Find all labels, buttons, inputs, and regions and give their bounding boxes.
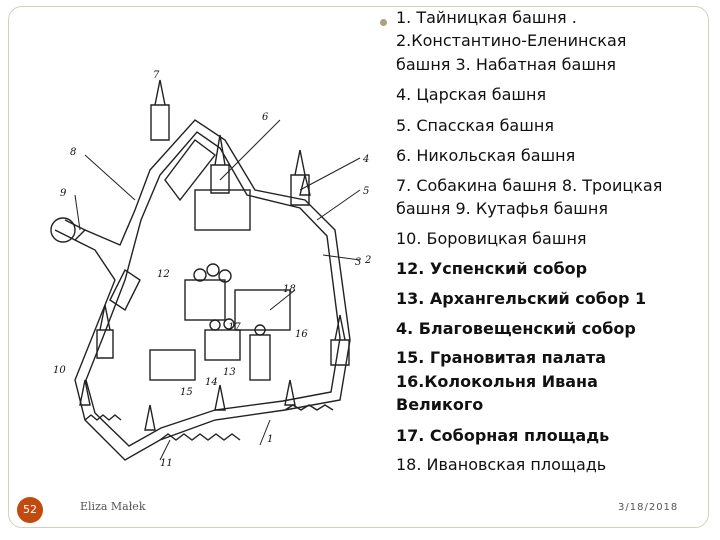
tower-tainitskaya xyxy=(215,385,225,410)
label-15: 15 xyxy=(180,387,193,398)
list-line-17: 18. Ивановская площадь xyxy=(396,455,607,474)
granovitaya-block xyxy=(150,350,195,380)
list-line-1: 1. Тайницкая башня . xyxy=(396,8,577,27)
tower-corner-sw xyxy=(80,380,90,405)
list-line-8: башня 9. Кутафья башня xyxy=(396,199,609,218)
list-line-11: 13. Архангельский собор 1 xyxy=(396,289,647,308)
kremlin-illustration xyxy=(53,70,385,475)
label-1: 1 xyxy=(267,434,274,445)
list-line-14: 16.Колокольня Ивана xyxy=(396,372,598,391)
list-line-6: 6. Никольская башня xyxy=(396,146,576,165)
kremlin-wall-inner xyxy=(86,132,340,446)
label-10: 10 xyxy=(53,365,66,376)
label-11: 11 xyxy=(160,458,173,469)
label-5: 5 xyxy=(363,186,370,197)
list-line-5: 5. Спасская башня xyxy=(396,116,554,135)
footer-author: Eliza Małek xyxy=(80,500,146,513)
list-line-15: Великого xyxy=(396,395,484,414)
list-line-4: 4. Царская башня xyxy=(396,85,547,104)
page-number-badge: 52 xyxy=(17,497,43,523)
garden-lane-2 xyxy=(110,270,140,310)
label-18: 18 xyxy=(283,284,296,295)
list-line-13: 15. Грановитая палата xyxy=(396,348,607,367)
arkhangelsky-block xyxy=(205,330,240,360)
label-14: 14 xyxy=(205,377,218,388)
label-8: 8 xyxy=(70,147,77,158)
garden-lane xyxy=(165,140,215,200)
list-line-3: башня 3. Набатная башня xyxy=(396,55,617,74)
list-line-16: 17. Соборная площадь xyxy=(396,426,610,445)
cathedral-block xyxy=(185,280,225,320)
kremlin-wall xyxy=(75,120,350,460)
tower-troitskaya xyxy=(151,80,169,140)
list-line-10: 12. Успенский собор xyxy=(396,259,588,278)
label-4: 4 xyxy=(363,154,370,165)
label-2: 2 xyxy=(365,255,372,266)
label-13: 13 xyxy=(223,367,236,378)
label-3: 3 xyxy=(355,257,362,268)
tower-corner-se xyxy=(331,315,349,365)
belltower-block xyxy=(250,335,270,380)
palace-block xyxy=(195,190,250,230)
list-line-2: 2.Константино-Еленинская xyxy=(396,31,627,50)
list-bullet xyxy=(380,19,387,26)
label-17: 17 xyxy=(228,322,241,333)
label-9: 9 xyxy=(60,188,67,199)
senate-block xyxy=(235,290,290,330)
list-line-12: 4. Благовещенский собор xyxy=(396,319,636,338)
kutafya-tower xyxy=(51,218,75,242)
label-12: 12 xyxy=(157,269,170,280)
label-16: 16 xyxy=(295,329,308,340)
list-line-7: 7. Собакина башня 8. Троицкая xyxy=(396,176,663,195)
footer-date: 3/18/2018 xyxy=(618,502,679,513)
label-7: 7 xyxy=(153,70,160,81)
list-line-9: 10. Боровицкая башня xyxy=(396,229,587,248)
kutafya-bridge xyxy=(55,220,85,240)
label-6: 6 xyxy=(262,112,269,123)
